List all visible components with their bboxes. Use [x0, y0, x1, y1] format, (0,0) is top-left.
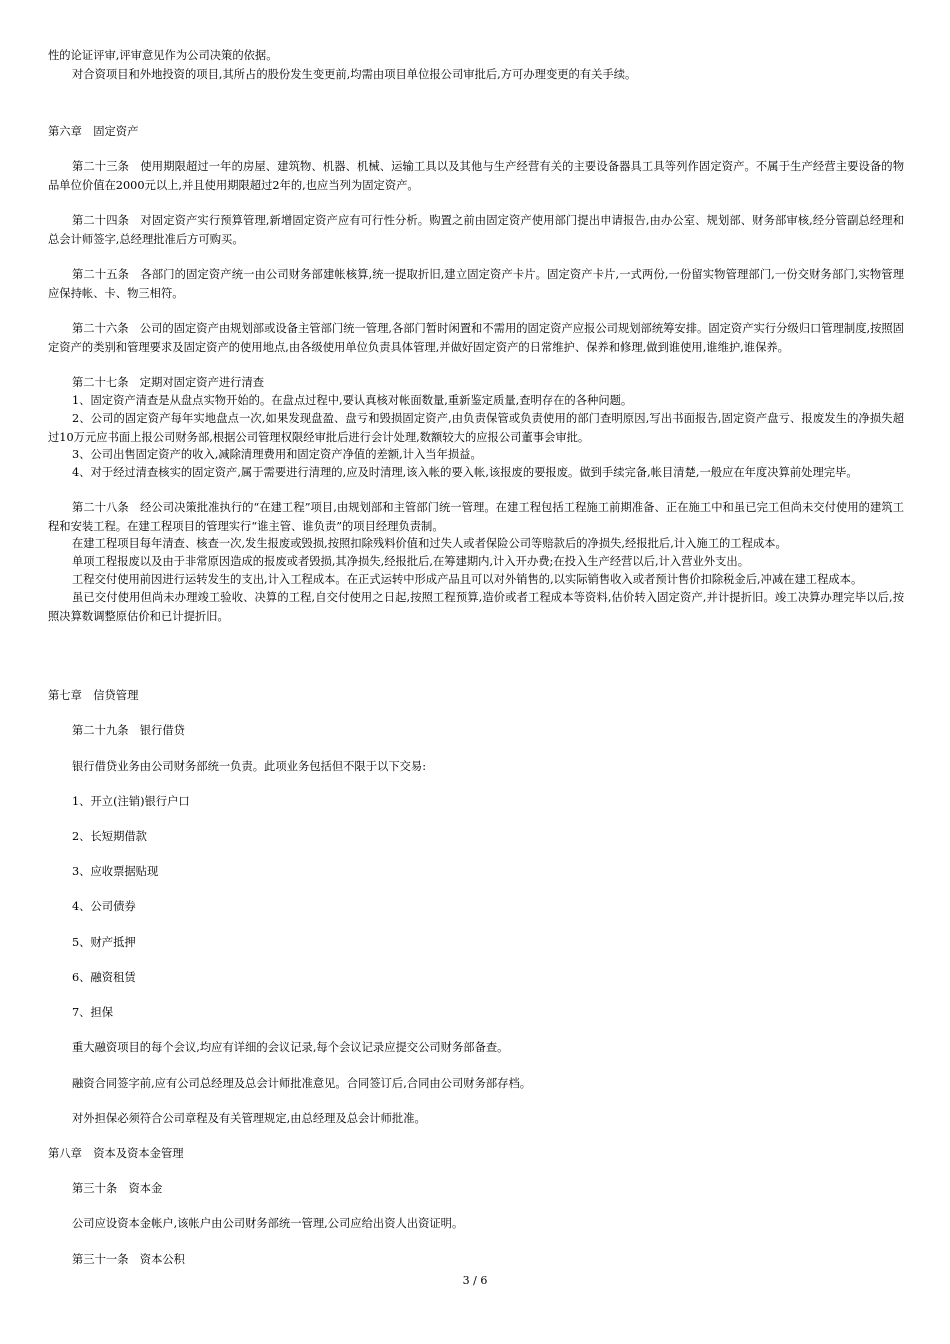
article-24: 第二十四条 对固定资产实行预算管理,新增固定资产应有可行性分析。购置之前由固定资产使用部门提出申请报告,由办公室、规划部、财务部审核,经分管副总经理和总会计师签字,总经理批准后方可购买。 [48, 214, 904, 246]
chapter-8-title: 第八章 资本及资本金管理 [48, 1147, 184, 1160]
list-item: 3、应收票据贴现 [72, 865, 159, 878]
article-28-para-4: 工程交付使用前因进行运转发生的支出,计入工程成本。在正式运转中形成产品且可以对外销售的,以实际销售收入或者预计售价扣除税金后,冲减在建工程成本。 [72, 573, 863, 586]
list-item: 7、担保 [72, 1006, 114, 1019]
guarantee-paragraph: 对外担保必须符合公司章程及有关管理规定,由总经理及总会计师批准。 [72, 1112, 426, 1125]
article-31-title: 第三十一条 资本公积 [72, 1253, 185, 1266]
article-29-intro: 银行借贷业务由公司财务部统一负责。此项业务包括但不限于以下交易: [72, 760, 427, 773]
list-item: 6、融资租赁 [72, 971, 136, 984]
chapter-6-title: 第六章 固定资产 [48, 125, 139, 138]
list-item: 4、公司债券 [72, 900, 136, 913]
article-27-item-1: 1、固定资产清查是从盘点实物开始的。在盘点过程中,要认真核对帐面数量,重新鉴定质量,查明存在的各种问题。 [72, 394, 633, 407]
paragraph-continued: 性的论证评审,评审意见作为公司决策的依据。 [48, 49, 278, 62]
article-27-item-3: 3、公司出售固定资产的收入,减除清理费用和固定资产净值的差额,计入当年损益。 [72, 448, 482, 461]
article-27-item-2: 2、公司的固定资产每年实地盘点一次,如果发现盘盈、盘亏和毁损固定资产,由负责保管或负责使用的部门查明原因,写出书面报告,固定资产盘亏、报废发生的净损失超过10万元应书面上报公司财务部,根据公司管理权限经审批后进行会计处理,数额较大的应报公司董事会审批。 [48, 412, 904, 444]
article-30-title: 第三十条 资本金 [72, 1182, 163, 1195]
article-27-title: 第二十七条 定期对固定资产进行清查 [72, 376, 265, 389]
article-30-text: 公司应设资本金帐户,该帐户由公司财务部统一管理,公司应给出资人出资证明。 [72, 1217, 464, 1230]
financing-contract-paragraph: 融资合同签字前,应有公司总经理及总会计师批准意见。合同签订后,合同由公司财务部存档。 [72, 1077, 532, 1090]
page-number: 3 / 6 [462, 1274, 488, 1287]
article-28-para-2: 在建工程项目每年清查、核查一次,发生报废或毁损,按照扣除残料价值和过失人或者保险公司等赔款后的净损失,经报批后,计入施工的工程成本。 [72, 537, 787, 550]
list-item: 1、开立(注销)银行户口 [72, 795, 190, 808]
article-27-item-4: 4、对于经过清查核实的固定资产,属于需要进行清理的,应及时清理,该入帐的要入帐,该报废的要报废。做到手续完备,帐目清楚,一般应在年度决算前处理完毕。 [72, 466, 858, 479]
financing-meeting-paragraph: 重大融资项目的每个会议,均应有详细的会议记录,每个会议记录应提交公司财务部备查。 [72, 1041, 509, 1054]
list-item: 5、财产抵押 [72, 936, 136, 949]
article-28: 第二十八条 经公司决策批准执行的“在建工程”项目,由规划部和主管部门统一管理。在建工程包括工程施工前期准备、正在施工中和虽已完工但尚未交付使用的建筑工程和安装工程。在建工程项目的管理实行“谁主管、谁负责”的项目经理负责制。 [48, 501, 904, 533]
article-28-para-3: 单项工程报废以及由于非常原因造成的报废或者毁损,其净损失,经报批后,在筹建期内,计入开办费;在投入生产经营以后,计入营业外支出。 [72, 555, 749, 568]
article-25: 第二十五条 各部门的固定资产统一由公司财务部建帐核算,统一提取折旧,建立固定资产卡片。固定资产卡片,一式两份,一份留实物管理部门,一份交财务部门,实物管理应保持帐、卡、物三相符。 [48, 268, 904, 300]
paragraph-joint-venture: 对合资项目和外地投资的项目,其所占的股份发生变更前,均需由项目单位报公司审批后,方可办理变更的有关手续。 [72, 68, 637, 81]
article-28-para-5: 虽已交付使用但尚未办理竣工验收、决算的工程,自交付使用之日起,按照工程预算,造价或者工程成本等资料,估价转入固定资产,并计提折旧。竣工决算办理完毕以后,按照决算数调整原估价和已计提折旧。 [48, 591, 904, 623]
chapter-7-title: 第七章 信贷管理 [48, 689, 139, 702]
list-item: 2、长短期借款 [72, 830, 147, 843]
article-29-title: 第二十九条 银行借贷 [72, 724, 185, 737]
article-26: 第二十六条 公司的固定资产由规划部或设备主管部门统一管理,各部门暂时闲置和不需用的固定资产应报公司规划部统筹安排。固定资产实行分级归口管理制度,按照固定资产的类别和管理要求及固定资产的使用地点,由各级使用单位负责具体管理,并做好固定资产的日常维护、保养和修理,做到谁使用,谁维护,谁保养。 [48, 322, 904, 354]
article-23: 第二十三条 使用期限超过一年的房屋、建筑物、机器、机械、运输工具以及其他与生产经营有关的主要设备器具工具等列作固定资产。不属于生产经营主要设备的物品单位价值在2000元以上,并且使用期限超过2年的,也应当列为固定资产。 [48, 160, 904, 192]
